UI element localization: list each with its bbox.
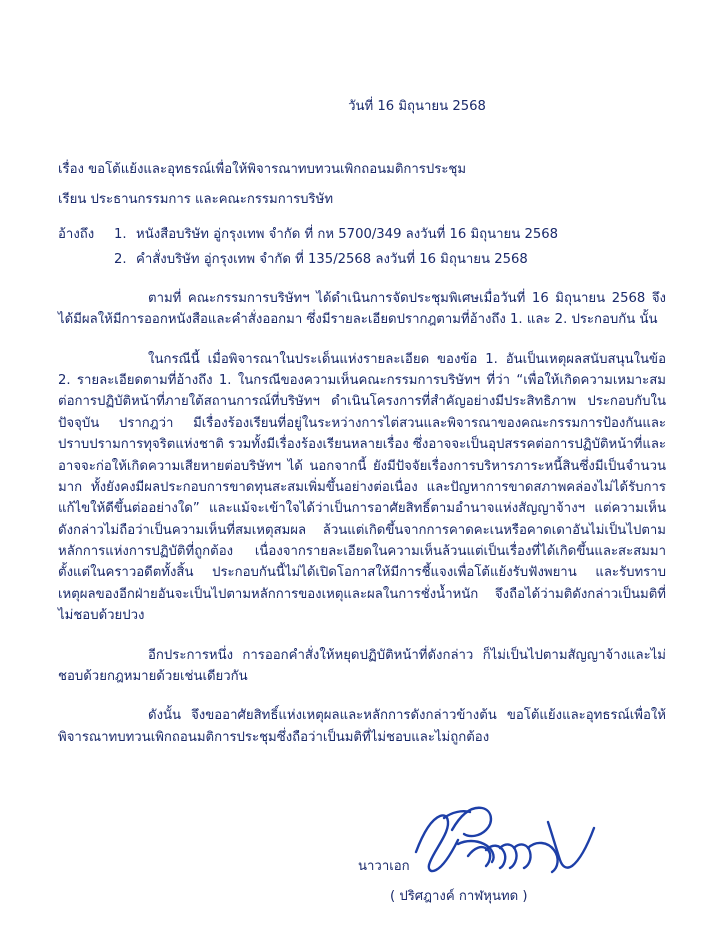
signer-rank: นาวาเอก (358, 859, 410, 874)
reference-number: 1. (114, 227, 127, 243)
letter-body (58, 0, 666, 904)
signature-area (58, 794, 666, 904)
subject-label: เรื่อง (58, 162, 84, 178)
reference-block (58, 224, 666, 270)
handwritten-signature-icon (408, 800, 608, 890)
reference-list (114, 224, 666, 270)
date-line: วันที่ 16 มิถุนายน 2568 (348, 99, 486, 114)
reference-number: 2. (114, 251, 127, 267)
reference-item (114, 224, 666, 245)
recipient-text: ประธานกรรมการ และคณะกรรมการบริษัท (90, 191, 334, 207)
reference-label: อ้างถึง (58, 227, 95, 243)
paragraph-3: อีกประการหนึ่ง การออกคำสั่งให้หยุดปฏิบัติหน้าที่ดังกล่าว ก็ไม่เป็นไปตามสัญญาจ้างและไม่ชอบด้วยกฎหมายด้วยเช่นเดียวกัน (58, 647, 666, 684)
paragraph-4: ดังนั้น จึงขออาศัยสิทธิ์แห่งเหตุผลและหลักการดังกล่าวข้างต้น ขอโต้แย้งและอุทธรณ์เพื่อให้พิจารณาทบทวนเพิกถอนมติการประชุมซึ่งถือว่าเป็นมติที่ไม่ชอบและไม่ถูกต้อง (58, 708, 666, 745)
subject-text: ขอโต้แย้งและอุทธรณ์เพื่อให้พิจารณาทบทวนเพิกถอนมติการประชุม (88, 162, 467, 178)
reference-text: คำสั่งบริษัท อู่กรุงเทพ จำกัด ที่ 135/2568 ลงวันที่ 16 มิถุนายน 2568 (136, 251, 528, 267)
paragraph-1: ตามที่ คณะกรรมการบริษัทฯ ได้ดำเนินการจัดประชุมพิเศษเมื่อวันที่ 16 มิถุนายน 2568 จึงได้มีผลให้มีการออกหนังสือและคำสั่งออกมา ซึ่งมีรายละเอียดปรากฎตามที่อ้างถึง 1. และ 2. ประกอบกัน นั้น (58, 290, 666, 328)
reference-text: หนังสือบริษัท อู่กรุงเทพ จำกัด ที่ กห 5700/349 ลงวันที่ 16 มิถุนายน 2568 (136, 227, 559, 243)
recipient-label: เรียน (58, 191, 87, 207)
subject-line (58, 159, 666, 180)
recipient-line (58, 189, 666, 210)
reference-item (114, 249, 666, 270)
paragraph-2: ในกรณีนี้ เมื่อพิจารณาในประเด็นแห่งรายละเอียด ของข้อ 1. อันเป็นเหตุผลสนับสนุนในข้อ 2. รายละเอียดตามที่อ้างถึง 1. ในกรณีของความเห็นคณะกรรมการบริษัทฯ ที่ว่า “เพื่อให้เกิดความเหมาะสมต่อการปฏิบัติหน้าที่ภายใต้สถานการณ์ที่บริษัทฯ ดำเนินโครงการที่สำคัญอย่างมีประสิทธิภาพ ประกอบกับในปัจจุบัน ปรากฎว่า มีเรื่องร้องเรียนที่อยู่ในระหว่างการไต่สวนและพิจารณาของคณะกรรมการป้องกันและปราบปรามการทุจริตแห่งชาติ รวมทั้งมีเรื่องร้องเรียนหลายเรื่อง ซึ่งอาจจะเป็นอุปสรรคต่อการปฏิบัติหน้าที่และอาจจะก่อให้เกิดความเสียหายต่อบริษัทฯ ได้ นอกจากนี้ ยังมีปัจจัยเรื่องการบริหารภาระหนี้สินซึ่งมีเป็นจำนวนมาก ทั้งยังคงมีผลประกอบการขาดทุนสะสมเพิ่มขึ้นอย่างต่อเนื่อง และปัญหาการขาดสภาพคล่องไม่ได้รับการแก้ไขให้ดีขึ้นต่ออย่างใด” และแม้จะเข้าใจได้ว่าเป็นการอาศัยสิทธิ์ตามอำนาจแห่งสัญญาจ้างฯ แต่ความเห็นดังกล่าวไม่ถือว่าเป็นความเห็นที่สมเหตุสมผล ล้วนแต่เกิดขึ้นจากการคาดคะเนหรือคาดเดาอันไม่เป็นไปตามหลักการแห่งการปฏิบัติที่ถูกต้อง เนื่องจากรายละเอียดในความเห็นล้วนแต่เป็นเรื่องที่ได้เกิดขึ้นและสะสมมาตั้งแต่ในคราวอดีตทั้งสิ้น ประกอบกันนี้ไม่ได้เปิดโอกาสให้มีการชี้แจงเพื่อโต้แย้งรับฟังพยาน และรับทราบเหตุผลของอีกฝ่ายอันจะเป็นไปตามหลักการของเหตุและผลในการชั่งน้ำหนัก จึงถือได้ว่ามติดังกล่าวเป็นมติที่ไม่ชอบด้วยปวง (58, 351, 666, 624)
signer-name: ( ปริศฎางค์ กาฬหุนทด ) (390, 889, 528, 904)
